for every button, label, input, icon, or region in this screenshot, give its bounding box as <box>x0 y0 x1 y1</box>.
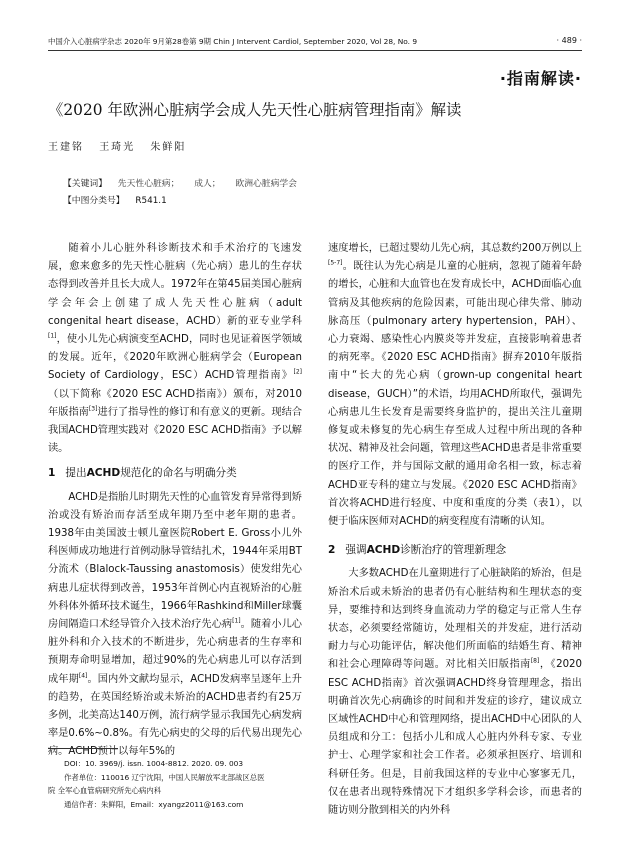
text-run: ，使小儿先心病演变至ACHD，同时也见证着医学领域的发展。近年，《2020年欧洲心脏病学会（European Society of Cardiology，ESC）ACHD管理指南》 <box>48 334 302 382</box>
body-paragraph <box>328 565 582 820</box>
footnote-unit: 作者单位：110016 辽宁沈阳，中国人民解放军北部战区总医 <box>64 772 265 782</box>
text-run: 。既往认为先心病是儿童的心脏病，忽视了随着年龄的增长，心脏和大血管也在发育成长中，ACHD面临心血管病及其他疾病的危险因素，可能出现心律失常、肺动脉高压（pulmonary artery hypertension，PAH）、心力衰竭、感染性心内膜炎等并发症，直接影响着患者的病死率。《2020 ESC ACHD指南》摒弃2010年版指南中“长大的先心病（grown-up congenital heart disease，GUCH）”的术语，均用ACHD所取代，强调先心病患儿生长发育是需要终身监护的，提出关注儿童期修复或未修复的先心病生存至成人过程中所出现的各种状况、精神及社会问题，管理这些ACHD患者是非常重要的医疗工作，并与国际文献的通用命名相一致，标志着ACHD亚专科的建立与发展。《2020 ESC ACHD指南》首次将ACHD进行轻度、中度和重度的分类（表1），以便于临床医师对ACHD的病变程度有清晰的认知。 <box>328 261 582 528</box>
citation: [3] <box>88 405 98 413</box>
footnote-correspondence: 通信作者：朱鲜阳，Email：xyangz2011@163.com <box>64 799 244 809</box>
heading-text: 诊断治疗的管理新理念 <box>400 544 507 557</box>
author-3: 朱鲜阳 <box>150 142 187 153</box>
heading-number: 1 <box>48 467 56 480</box>
section-tag: ·指南解读· <box>499 69 582 88</box>
heading-text: 强调 <box>345 544 367 557</box>
text-run: 速度增长，已超过婴幼儿先心病，其总数约200万例以上 <box>328 243 582 254</box>
heading-text: 规范化的命名与明确分类 <box>120 467 237 480</box>
citation: [1] <box>48 332 57 340</box>
heading-text: 提出 <box>65 467 87 480</box>
classification-code: R541.1 <box>135 196 167 206</box>
citation: [4] <box>78 672 88 680</box>
body-paragraph <box>48 489 302 762</box>
text-run: 随着小儿心脏外科诊断技术和手术治疗的飞速发展，愈来愈多的先天性心脏病（先心病）患儿的生存状态得到改善并且长大成人。1972年在第45届美国心脏病学会年会上创建了成人先天性心脏病（adult congenital heart disease，ACHD）新的亚专业学科 <box>48 243 302 327</box>
body-paragraph <box>48 240 302 458</box>
classification-label: 【中图分类号】 <box>63 196 125 206</box>
keyword-term: 成人； <box>194 179 221 189</box>
classification <box>63 193 167 206</box>
text-run: ACHD是指胎儿时期先天性的心血管发育异常得到矫治或没有矫治而存活至成年期乃至中老年期的患者。1938年由美国波士顿儿童医院Robert E. Gross小儿外科医师成功地进行首例动脉导管结扎术，1944年采用BT分流术（Blalock-Taussing anastomosis）使发绀先心病患儿症状得到改善，1953年首例心内直视矫治的心脏外科体外循环技术诞生，1966年Rashkind和Miller球囊房间隔造口术经导管介入技术治疗先心病 <box>48 491 302 631</box>
article-title: 《2020 年欧洲心脏病学会成人先天性心脏病管理指南》解读 <box>48 101 462 119</box>
author-2: 王琦光 <box>99 142 136 153</box>
citation: [2] <box>293 369 302 377</box>
text-run: 进行了指导性的修订和有意义的更新。现结合我国ACHD管理实践对《2020 ESC ACHD指南》予以解读。 <box>48 406 303 455</box>
section-heading-2 <box>328 541 582 559</box>
section-heading-1 <box>48 464 302 482</box>
keywords-label: 【关键词】 <box>63 179 107 189</box>
keyword-term: 欧洲心脏病学会 <box>235 179 297 189</box>
heading-text: ACHD <box>86 467 121 480</box>
text-run: 大多数ACHD在儿童期进行了心脏缺陷的矫治，但是矫治术后或未矫治的患者仍有心脏结构和生理状态的变异，要维持和达到终身血流动力学的稳定与正常人生存状态，必须要经常随访，处理相关的并发症，进行活动耐力与心功能评估，解决他们所面临的结婚生育、精神和社会心理障碍等问题。对比相关旧版指南 <box>328 568 582 671</box>
citation: [5-7] <box>328 259 343 267</box>
body-paragraph <box>328 240 582 531</box>
text-run: （以下简称《2020 ESC ACHD指南》）颁布，对2010年版指南 <box>48 388 302 418</box>
footnote <box>48 757 302 811</box>
citation: [8] <box>530 658 540 666</box>
right-column <box>328 240 582 820</box>
text-run: 。随着小儿心脏外科和介入技术的不断进步，先心病患者的生存率和预期寿命明显增加，超过90%的先心病患儿可以存活到成年期 <box>48 619 302 685</box>
footnote-unit-cont: 院 全军心血管病研究所先心病内科 <box>48 786 162 796</box>
text-run: ，《2020 ESC ACHD指南》首次强调ACHD终身管理理念，指出明确首次先心病确诊的时间和并发症的诊疗，建议成立区域性ACHD中心和管理网络，提出ACHD中心团队的人员组成和分工：包括小儿和成人心脏内外科专家、专业护士、心理学家和社会工作者。必须承担医疗、培训和科研任务。但是，目前我国这样的专业中心寥寥无几，仅在患者出现特殊情况下才组织多学科会诊，而患者的随访则分散到相关的内外科 <box>328 659 583 817</box>
author-1: 王建铭 <box>48 142 84 153</box>
page-number: · 489 · <box>556 36 582 45</box>
footnote-rule <box>48 748 118 749</box>
keywords <box>63 176 309 189</box>
text-run: 。国内外文献均显示，ACHD发病率呈逐年上升的趋势，在英国经矫治或未矫治的ACHD患者约有25万多例，北美高达140万例，流行病学显示我国先心病发病率是0.6%~0.8%。有先心病史的父母的后代易出现先心病。ACHD预计以每年5%的 <box>48 673 302 758</box>
left-column <box>48 240 302 762</box>
heading-text: ACHD <box>366 544 401 557</box>
keyword-term: 先天性心脏病； <box>117 179 180 189</box>
header-rule <box>48 50 582 51</box>
journal-header: 中国介入心脏病学杂志 2020年 9月第28卷第 9期 Chin J Intervent Cardiol, September 2020, Vol 28, No. 9 <box>48 37 418 46</box>
footnote-doi: DOI：10. 3969/j. issn. 1004-8812. 2020. 09. 003 <box>64 759 244 768</box>
authors <box>48 138 196 153</box>
citation: [1] <box>232 617 241 625</box>
heading-number: 2 <box>328 544 336 557</box>
